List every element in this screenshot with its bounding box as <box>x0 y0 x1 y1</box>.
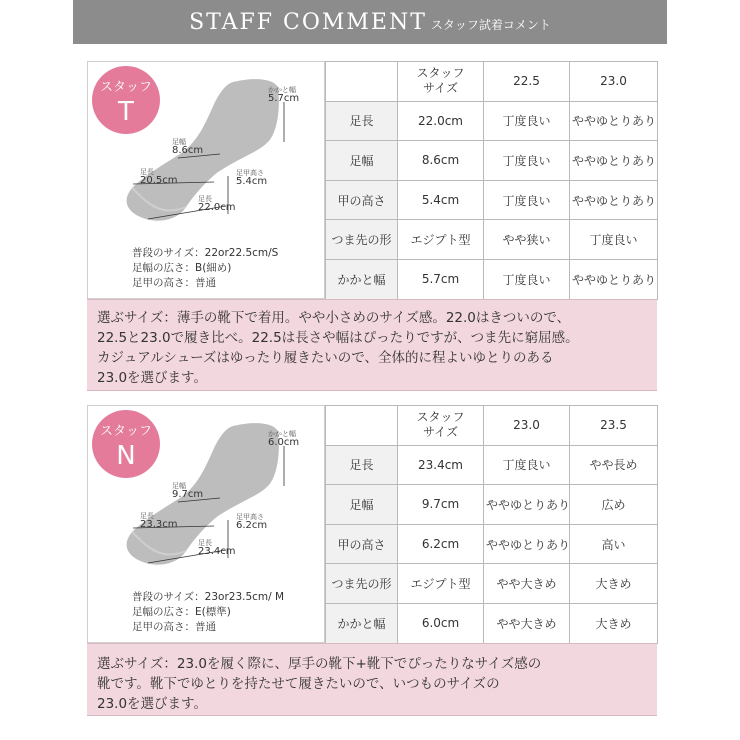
table-row <box>326 485 658 525</box>
table-row <box>326 101 658 141</box>
table-row <box>326 259 658 299</box>
table-cell: 6.0cm <box>398 603 484 643</box>
table-cell: 広め <box>570 485 658 525</box>
table-row <box>326 524 658 564</box>
staff-role: スタッフ <box>99 424 152 439</box>
measure-length: 足長 23.4cm <box>198 539 236 557</box>
table-cell: 5.7cm <box>398 259 484 299</box>
table-cell: やや大きめ <box>484 564 570 604</box>
measure-width: 足幅 9.7cm <box>172 482 204 500</box>
table-cell: やや狭い <box>484 220 570 260</box>
table-cell: エジプト型 <box>398 220 484 260</box>
table-row <box>326 220 658 260</box>
comment-line: 23.0を選びます。 <box>97 696 207 712</box>
measure-foot-length: 足長 23.3cm <box>140 512 178 530</box>
table-header-row <box>326 62 658 102</box>
spec-line: 足幅の広さ：B(細め) <box>132 262 232 274</box>
table-corner <box>326 62 398 102</box>
measure-length: 足長 22.0cm <box>198 195 236 213</box>
row-label: 足長 <box>326 445 398 485</box>
row-label: 甲の高さ <box>326 180 398 220</box>
table-cell: 6.2cm <box>398 524 484 564</box>
table-cell: ややゆとりあり <box>570 180 658 220</box>
table-cell: 22.0cm <box>398 101 484 141</box>
measure-heel: かかと幅 6.0cm <box>268 430 300 448</box>
table-row <box>326 603 658 643</box>
staff-comment <box>87 643 657 716</box>
comment-line: 選ぶサイズ：23.0を履く際に、厚手の靴下+靴下でぴったりなサイズ感の <box>97 656 542 672</box>
comment-line: カジュアルシューズはゆったり履きたいので、全体的に程よいゆとりのある <box>97 350 554 366</box>
comment-line: 靴です。靴下でゆとりを持たせて履きたいので、いつものサイズの <box>97 676 500 692</box>
staff-comment <box>87 299 657 391</box>
table-cell: やや大きめ <box>484 603 570 643</box>
row-label: つま先の形 <box>326 220 398 260</box>
measure-foot-length: 足長 20.5cm <box>140 168 178 186</box>
table-cell: 丁度良い <box>484 101 570 141</box>
staff-role: スタッフ <box>99 80 152 95</box>
comment-line: 選ぶサイズ：薄手の靴下で着用。やや小さめのサイズ感。22.0はきついので、 <box>97 310 571 326</box>
table-cell: やや長め <box>570 445 658 485</box>
fit-table <box>325 61 658 300</box>
header-title-ja: スタッフ試着コメント <box>430 17 551 32</box>
comment-line: 23.0を選びます。 <box>97 370 207 386</box>
table-cell: ややゆとりあり <box>570 101 658 141</box>
table-cell: 5.4cm <box>398 180 484 220</box>
table-header-row <box>326 406 658 446</box>
table-row <box>326 180 658 220</box>
table-cell: 23.4cm <box>398 445 484 485</box>
table-corner <box>326 406 398 446</box>
staff-profile-card <box>87 405 325 643</box>
column-header: 23.5 <box>570 406 658 446</box>
row-label: 甲の高さ <box>326 524 398 564</box>
fit-table <box>325 405 658 644</box>
column-header: 23.0 <box>570 62 658 102</box>
measure-instep: 足甲高さ 6.2cm <box>236 513 268 531</box>
table-cell: 高い <box>570 524 658 564</box>
spec-line: 普段のサイズ：22or22.5cm/S <box>132 247 279 259</box>
table-row <box>326 141 658 181</box>
row-label: 足幅 <box>326 141 398 181</box>
table-cell: 丁度良い <box>484 259 570 299</box>
table-cell: 丁度良い <box>484 180 570 220</box>
staff-specs <box>132 246 278 291</box>
measure-instep: 足甲高さ 5.4cm <box>236 169 268 187</box>
spec-line: 足幅の広さ：E(標準) <box>132 606 231 618</box>
header-title-en: STAFF COMMENT <box>189 9 427 35</box>
column-header: スタッフ サイズ <box>398 406 484 446</box>
comment-line: 22.5と23.0で履き比べ。22.5は長さや幅はぴったりですが、つま先に窮屈感。 <box>97 330 579 346</box>
table-cell: 9.7cm <box>398 485 484 525</box>
spec-line: 足甲の高さ：普通 <box>132 621 216 633</box>
table-cell: ややゆとりあり <box>570 141 658 181</box>
row-label: つま先の形 <box>326 564 398 604</box>
table-cell: ややゆとりあり <box>570 259 658 299</box>
row-label: かかと幅 <box>326 259 398 299</box>
table-cell: 丁度良い <box>484 445 570 485</box>
table-cell: ややゆとりあり <box>484 524 570 564</box>
staff-profile-card <box>87 61 325 299</box>
column-header: スタッフ サイズ <box>398 62 484 102</box>
staff-specs <box>132 590 284 635</box>
measure-width: 足幅 8.6cm <box>172 138 204 156</box>
spec-line: 普段のサイズ：23or23.5cm/ M <box>132 591 285 603</box>
table-cell: 大きめ <box>570 603 658 643</box>
row-label: 足幅 <box>326 485 398 525</box>
table-cell: エジプト型 <box>398 564 484 604</box>
table-cell: 大きめ <box>570 564 658 604</box>
column-header: 22.5 <box>484 62 570 102</box>
table-cell: 丁度良い <box>570 220 658 260</box>
spec-line: 足甲の高さ：普通 <box>132 277 216 289</box>
staff-letter: N <box>116 441 136 471</box>
column-header: 23.0 <box>484 406 570 446</box>
table-cell: 8.6cm <box>398 141 484 181</box>
table-cell: ややゆとりあり <box>484 485 570 525</box>
row-label: かかと幅 <box>326 603 398 643</box>
row-label: 足長 <box>326 101 398 141</box>
table-row <box>326 445 658 485</box>
table-row <box>326 564 658 604</box>
table-cell: 丁度良い <box>484 141 570 181</box>
measure-heel: かかと幅 5.7cm <box>268 86 300 104</box>
staff-letter: T <box>118 97 134 127</box>
staff-comment-header <box>73 0 667 44</box>
